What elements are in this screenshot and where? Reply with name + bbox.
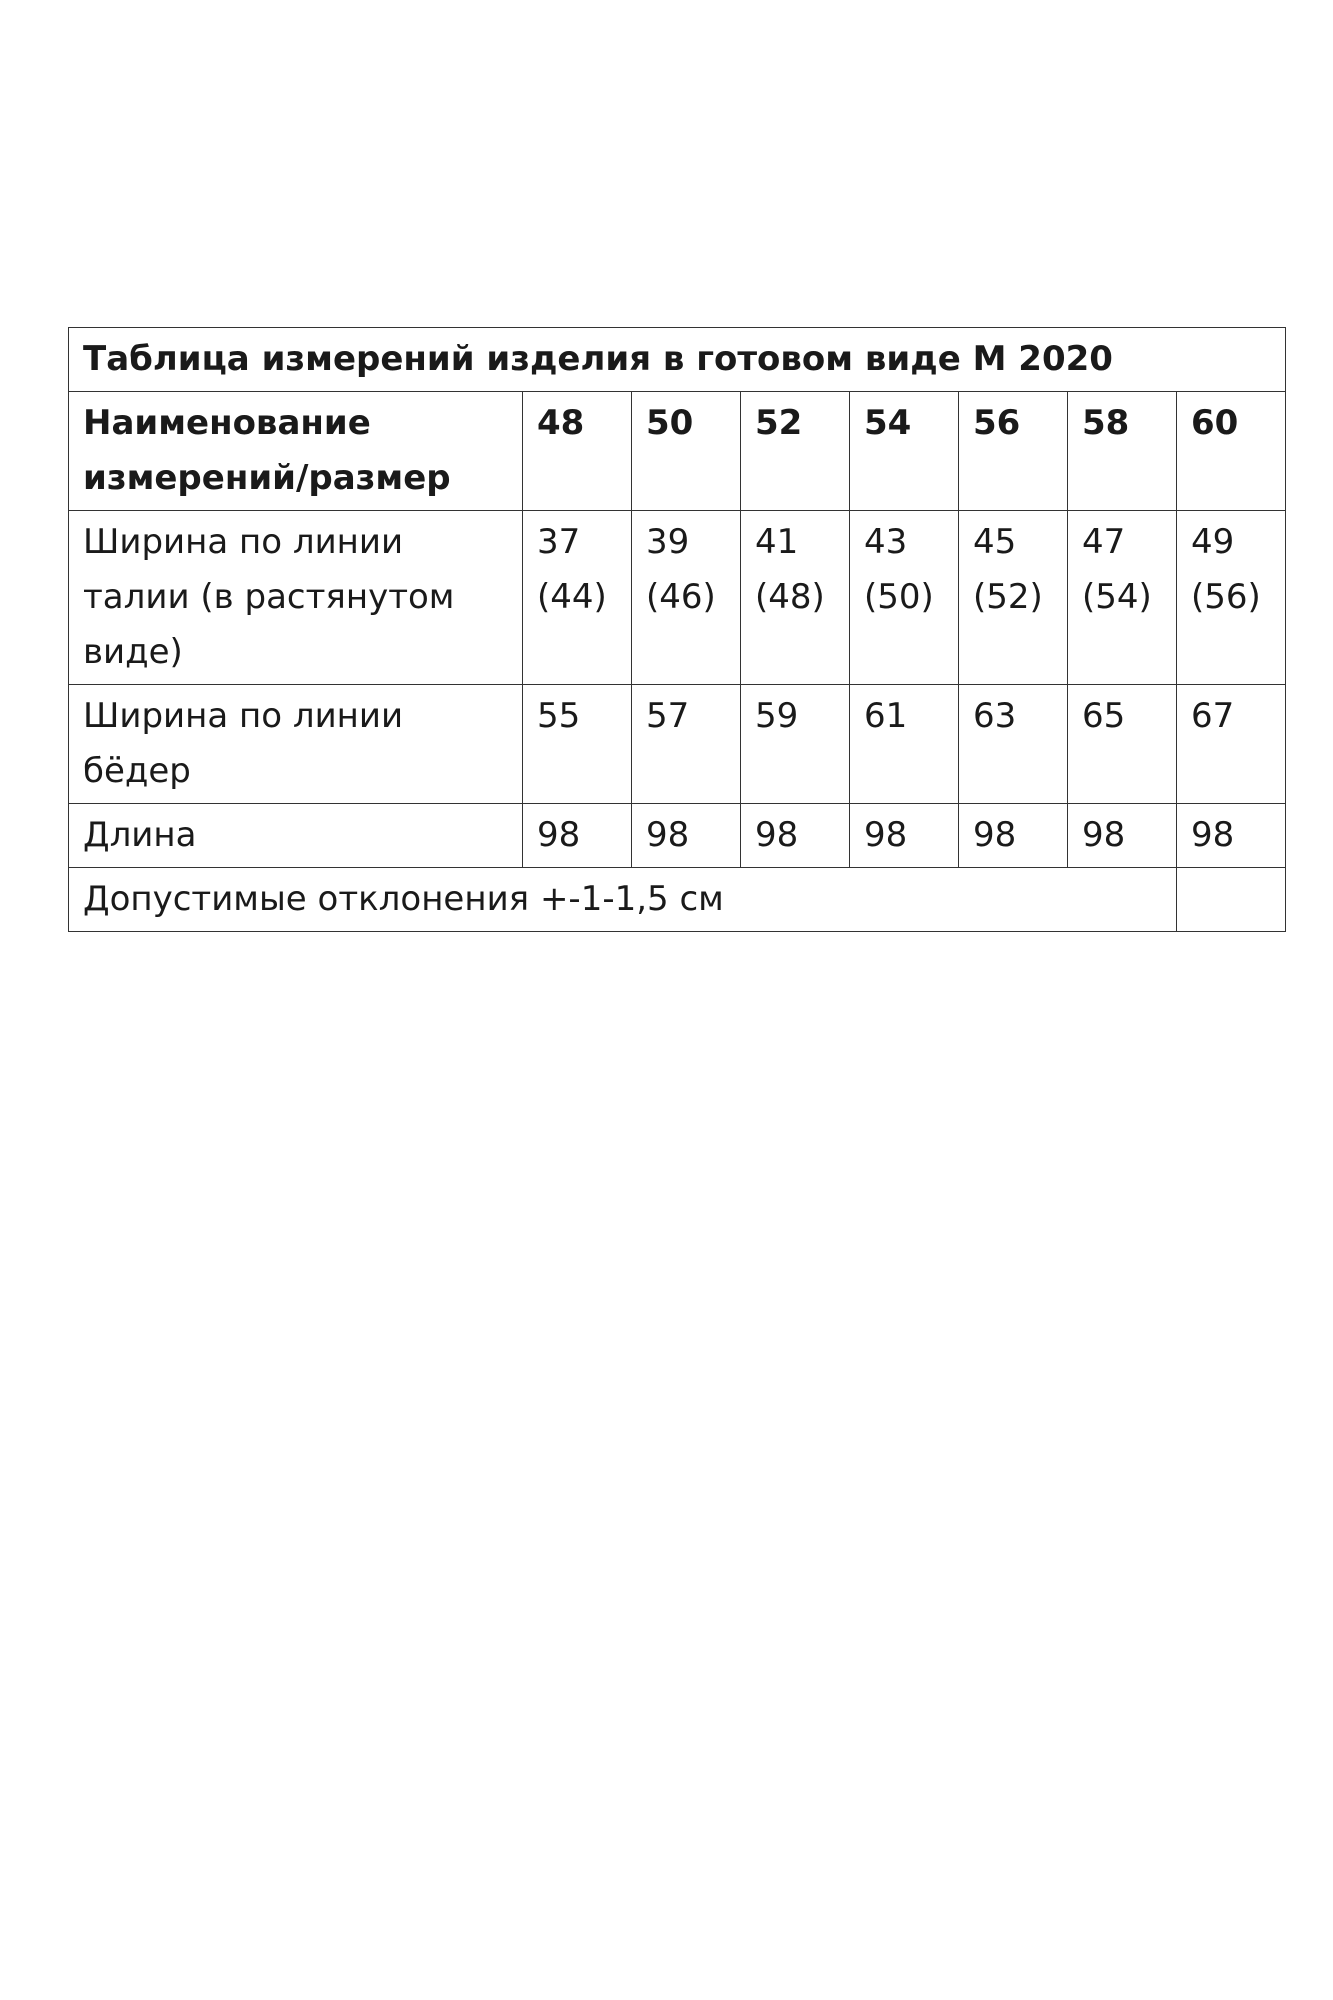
header-size-cell: 50	[632, 392, 741, 511]
table-title-row	[69, 328, 1286, 392]
table-row	[69, 685, 1286, 804]
header-label: Наименование измерений/размер	[69, 392, 523, 511]
tolerance-note: Допустимые отклонения +-1-1,5 см	[69, 868, 1177, 932]
table-note-row	[69, 868, 1286, 932]
header-size-cell: 60	[1177, 392, 1286, 511]
table-cell: 59	[741, 685, 850, 804]
table-cell: 47 (54)	[1068, 511, 1177, 685]
table-cell: 67	[1177, 685, 1286, 804]
header-size-cell: 56	[959, 392, 1068, 511]
table-cell: 57	[632, 685, 741, 804]
row-label: Длина	[69, 804, 523, 868]
table-cell: 98	[959, 804, 1068, 868]
table-header-row	[69, 392, 1286, 511]
table-cell: 65	[1068, 685, 1177, 804]
table-cell: 39 (46)	[632, 511, 741, 685]
header-size-cell: 52	[741, 392, 850, 511]
table-cell: 98	[1068, 804, 1177, 868]
row-label: Ширина по линии бёдер	[69, 685, 523, 804]
table-cell: 98	[632, 804, 741, 868]
header-size-cell: 48	[523, 392, 632, 511]
table-cell: 49 (56)	[1177, 511, 1286, 685]
header-size-cell: 58	[1068, 392, 1177, 511]
table-cell: 98	[741, 804, 850, 868]
size-table	[68, 327, 1286, 932]
measurement-sheet	[68, 327, 1286, 932]
empty-cell	[1177, 868, 1286, 932]
table-cell: 45 (52)	[959, 511, 1068, 685]
table-cell: 98	[1177, 804, 1286, 868]
table-row	[69, 804, 1286, 868]
table-cell: 55	[523, 685, 632, 804]
table-cell: 61	[850, 685, 959, 804]
row-label: Ширина по линии талии (в растянутом виде)	[69, 511, 523, 685]
table-row	[69, 511, 1286, 685]
header-size-cell: 54	[850, 392, 959, 511]
table-cell: 37 (44)	[523, 511, 632, 685]
table-cell: 63	[959, 685, 1068, 804]
table-cell: 98	[523, 804, 632, 868]
table-cell: 41 (48)	[741, 511, 850, 685]
table-cell: 43 (50)	[850, 511, 959, 685]
table-title: Таблица измерений изделия в готовом виде М 2020	[69, 328, 1286, 392]
table-cell: 98	[850, 804, 959, 868]
